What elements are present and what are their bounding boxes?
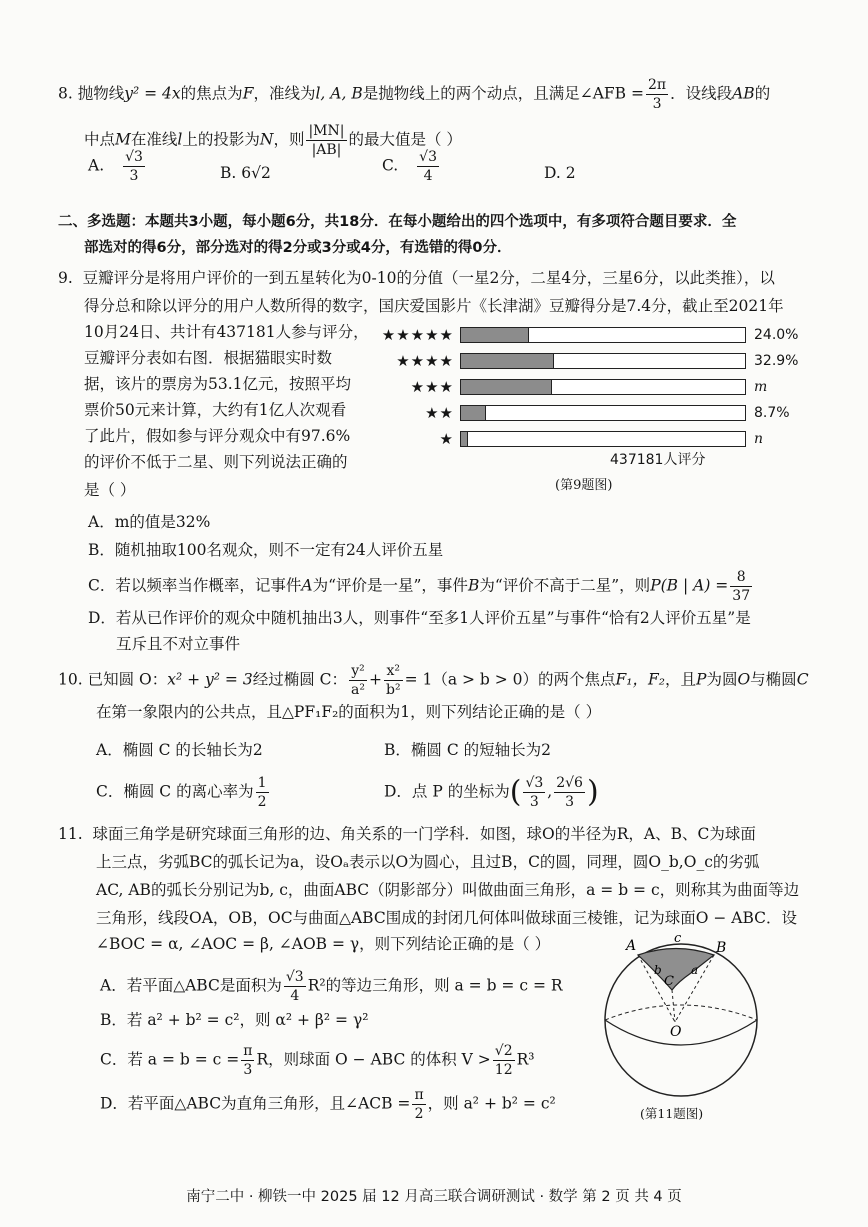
frac-den: 3 xyxy=(243,1062,253,1078)
q10-line1 xyxy=(58,664,809,697)
option-fraction xyxy=(493,1044,515,1077)
q10-option-d: D．点 P 的坐标为( $\frac{√3}{3}$ , $\frac{2√6}{3}$ ) xyxy=(384,774,599,810)
q8-vars: l, A, B xyxy=(315,84,363,103)
q8-text: 抛物线 xyxy=(77,84,125,103)
q8-text: 是抛物线上的两个动点，且满足∠AFB = xyxy=(362,84,644,103)
bar-track xyxy=(460,431,746,447)
bar-fill xyxy=(461,328,529,342)
q9-line2: 得分总和除以评分的用户人数所得的数字，国庆爱国影片《长津湖》豆瓣得分是7.4分，截止至2021年 xyxy=(84,297,784,315)
q9-line8: 的评价不低于二星、则下列说法正确的 xyxy=(84,453,348,471)
frac-den: 3 xyxy=(529,794,539,810)
q9-var: A xyxy=(301,576,313,595)
rating-row xyxy=(380,376,780,398)
frac-den: 3 xyxy=(652,96,662,112)
q10-number: 10. xyxy=(58,670,83,689)
frac-den: 4 xyxy=(423,168,433,184)
q8-text: ，准线为 xyxy=(253,84,316,103)
q10-frac-1 xyxy=(349,664,367,697)
q11-option-d xyxy=(100,1088,556,1121)
bar-value-label: n xyxy=(754,431,764,447)
q8-line1 xyxy=(58,78,770,111)
chart-x-label: 437181人评分 xyxy=(610,452,706,468)
q11-option-b: B．若 a² + b² = c²，则 α² + β² = γ² xyxy=(100,1011,369,1029)
q8-text: ，则 xyxy=(273,130,305,149)
option-letter: A. xyxy=(88,156,105,175)
q11-text: ，则 a² + b² = c² xyxy=(427,1094,556,1113)
q10-option-a: A．椭圆 C 的长轴长为2 xyxy=(96,741,263,759)
q11-text: R，则球面 O − ABC 的体积 V > xyxy=(256,1050,491,1069)
q10-text: 为圆 xyxy=(706,670,738,689)
q11-line1 xyxy=(58,824,756,844)
bar-track xyxy=(460,327,746,343)
frac-num: √3 xyxy=(285,969,304,985)
q11-line2: 上三点，劣弧BC的弧长记为a，设Oₐ表示以O为圆心，且过B，C的圆，同理，圆O_b,O_c的劣弧 xyxy=(96,853,760,871)
q9-var: B xyxy=(467,576,480,595)
label-C: C xyxy=(664,974,674,989)
q8-var: N xyxy=(259,130,274,149)
option-fraction xyxy=(730,570,752,603)
option-fraction xyxy=(417,150,439,183)
star-label: ★ xyxy=(439,430,454,448)
q10-foci: F₁，F₂ xyxy=(615,670,665,689)
q10-text: 已知圆 O： xyxy=(87,670,168,689)
rating-row xyxy=(380,324,799,346)
q8-option-a xyxy=(88,150,147,183)
q10-text: D．点 P 的坐标为 xyxy=(384,782,510,801)
frac-num: √2 xyxy=(494,1043,513,1059)
frac-den: 2 xyxy=(257,794,267,810)
q8-option-b: B. 6√2 xyxy=(220,164,271,182)
q10-frac-2 xyxy=(384,664,403,697)
q9-line9: 是（ ） xyxy=(84,481,136,499)
q8-angle-fraction xyxy=(646,78,668,111)
frac-den: a² xyxy=(351,682,365,698)
q11-text: R³ xyxy=(516,1050,535,1069)
q8-text: 中点 xyxy=(84,130,116,149)
option-letter: C. xyxy=(382,156,399,175)
bar-track xyxy=(460,405,746,421)
frac-num: 2√6 xyxy=(556,775,583,791)
frac-den: b² xyxy=(385,682,401,698)
frac-den: 2 xyxy=(414,1106,424,1122)
star-label: ★★★ xyxy=(410,378,454,396)
section2-heading-line2: 部选对的得6分，部分选对的得2分或3分或4分，有选错的得0分． xyxy=(84,240,512,256)
label-B: B xyxy=(716,940,727,956)
frac-num: y² xyxy=(349,664,367,681)
frac-num: √3 xyxy=(419,149,437,165)
q9-line1 xyxy=(58,268,775,288)
q11-option-a xyxy=(100,970,563,1003)
q11-line5: ∠BOC = α, ∠AOC = β, ∠AOB = γ，则下列结论正确的是（ ） xyxy=(96,935,551,953)
q10-text: = 1（a > b > 0）的两个焦点 xyxy=(404,670,616,689)
bar-value-label: 32.9% xyxy=(754,353,799,369)
option-fraction xyxy=(256,776,269,809)
page-footer: 南宁二中 · 柳铁一中 2025 届 12 月高三联合调研测试 · 数学 第 2 页 共 4 页 xyxy=(186,1189,682,1205)
q10-circle-eq: x² + y² = 3 xyxy=(167,670,253,689)
star-label: ★★ xyxy=(425,404,454,422)
label-A: A xyxy=(626,938,637,954)
q8-option-d: D. 2 xyxy=(544,164,576,182)
bar-fill xyxy=(461,432,468,446)
chart-caption: (第9题图) xyxy=(555,478,613,493)
frac-num: √3 xyxy=(525,775,544,791)
q9-line7: 了此片，假如参与评分观众中有97.6% xyxy=(84,427,351,445)
q9-option-d-line1: D．若从已作评价的观众中随机抽出3人，则事件“至多1人评价五星”与事件“恰有2人评价五星”是 xyxy=(88,609,751,627)
bar-fill xyxy=(461,380,552,394)
frac-num: π xyxy=(243,1043,253,1059)
line-OC xyxy=(672,990,675,1022)
frac-den: 12 xyxy=(494,1062,513,1078)
q9-option-a: A．m的值是32% xyxy=(88,513,211,531)
spherical-triangle xyxy=(638,949,714,991)
frac-num: 8 xyxy=(730,570,752,587)
frac-num: π xyxy=(414,1087,424,1103)
q11-text: C．若 a = b = c = xyxy=(100,1050,240,1069)
q11-text: 球面三角学是研究球面三角形的边、角关系的一门学科．如图，球O的半径为R，A、B、C为球面 xyxy=(92,825,756,843)
frac-den: |AB| xyxy=(311,142,342,158)
q9-line4: 豆瓣评分表如右图．根据猫眼实时数 xyxy=(84,349,333,367)
q8-option-c xyxy=(382,150,441,183)
q8-ratio-fraction xyxy=(306,124,346,157)
option-fraction xyxy=(241,1044,254,1077)
label-b: b xyxy=(654,963,662,977)
star-label: ★★★★★ xyxy=(381,326,454,344)
sphere-figure xyxy=(596,930,766,1105)
q8-text: ．设线段 xyxy=(670,84,733,103)
frac-num: x² xyxy=(384,664,403,681)
q9-text: 为“评价不高于二星”，则 xyxy=(479,576,651,595)
q8-parabola-eq: y² = 4x xyxy=(124,84,181,103)
q9-number: 9. xyxy=(58,269,73,287)
option-fraction xyxy=(123,150,145,183)
frac-num: 1 xyxy=(257,775,267,791)
q8-number: 8. xyxy=(58,84,73,103)
q8-var: l xyxy=(177,130,183,149)
q11-line3: AC, AB的弧长分别记为b, c，曲面ABC（阴影部分）叫做曲面三角形，a = b = c，则称其为曲面等边 xyxy=(96,881,800,899)
q10-line2: 在第一象限内的公共点，且△PF₁F₂的面积为1，则下列结论正确的是（ ） xyxy=(96,703,602,721)
label-a: a xyxy=(691,963,699,977)
q11-text: A．若平面△ABC是面积为 xyxy=(100,976,282,995)
bar-value-label: 24.0% xyxy=(754,327,799,343)
bar-track xyxy=(460,379,746,395)
q10-text: 与椭圆 xyxy=(750,670,797,689)
q9-option-d-line2: 互斥且不对立事件 xyxy=(116,635,241,653)
bar-value-label: m xyxy=(754,379,768,395)
q8-text: 的 xyxy=(754,84,771,103)
q11-text: R²的等边三角形，则 a = b = c = R xyxy=(307,976,563,995)
q9-line3: 10月24日、共计有437181人参与评分， xyxy=(84,323,369,341)
q10-var: C xyxy=(796,670,809,689)
bar-track xyxy=(460,353,746,369)
rating-row xyxy=(380,402,790,424)
q9-prob: P(B | A) = xyxy=(650,576,729,595)
option-fraction xyxy=(523,776,545,809)
q9-option-b: B．随机抽取100名观众，则不一定有24人评价五星 xyxy=(88,541,444,559)
label-O: O xyxy=(670,1024,682,1040)
frac-den: 3 xyxy=(129,168,139,184)
q9-line6: 票价50元来计算，大约有1亿人次观看 xyxy=(84,401,347,419)
q9-line5: 据，该片的票房为53.1亿元，按照平均 xyxy=(84,375,352,393)
q10-plus: + xyxy=(368,670,382,689)
section2-heading-line1: 二、多选题：本题共3小题，每小题6分，共18分．在每小题给出的四个选项中，有多项符合题目要求．全 xyxy=(58,214,737,230)
q10-text: ，且 xyxy=(664,670,696,689)
q10-text: C．椭圆 C 的离心率为 xyxy=(96,782,254,801)
option-fraction xyxy=(284,970,306,1003)
rating-bar-chart xyxy=(380,324,799,499)
q10-var: O xyxy=(737,670,751,689)
bar-fill xyxy=(461,406,486,420)
q10-var: P xyxy=(696,670,707,689)
q9-text: C．若以频率当作概率，记事件 xyxy=(88,576,302,595)
q8-text: 的最大值是（ ） xyxy=(348,130,462,149)
rating-row xyxy=(380,350,799,372)
q8-focus: F xyxy=(242,84,254,103)
option-fraction xyxy=(554,776,585,809)
label-c: c xyxy=(674,931,682,946)
q8-text: 在准线 xyxy=(130,130,178,149)
frac-den: 4 xyxy=(290,988,300,1004)
q11-number: 11. xyxy=(58,825,83,843)
frac-den: 3 xyxy=(565,794,575,810)
option-fraction xyxy=(412,1088,425,1121)
q8-var: M xyxy=(115,130,131,149)
q10-option-c xyxy=(96,776,271,809)
rating-row xyxy=(380,428,780,450)
q11-option-c xyxy=(100,1044,535,1077)
q10-text: 经过椭圆 C： xyxy=(252,670,348,689)
bar-value-label: 8.7% xyxy=(754,405,790,421)
q9-option-c xyxy=(88,570,754,603)
q11-line4: 三角形，线段OA，OB，OC与曲面△ABC围成的封闭几何体叫做球面三棱锥，记为球面O − ABC．设 xyxy=(96,909,797,927)
q8-text: 的焦点为 xyxy=(180,84,243,103)
star-label: ★★★★ xyxy=(396,352,454,370)
q11-text: D．若平面△ABC为直角三角形，且∠ACB = xyxy=(100,1094,411,1113)
frac-num: |MN| xyxy=(308,123,345,139)
frac-num: 2π xyxy=(647,77,667,93)
q10-option-b: B．椭圆 C 的短轴长为2 xyxy=(384,741,551,759)
frac-den: 37 xyxy=(732,588,751,604)
figure11-caption: (第11题图) xyxy=(640,1106,704,1121)
bar-fill xyxy=(461,354,554,368)
q9-text: 豆瓣评分是将用户评价的一到五星转化为0-10的分值（一星2分，二星4分，三星6分，以此类推），以 xyxy=(82,269,775,287)
q8-segment: AB xyxy=(732,84,755,103)
q9-text: 为“评价是一星”，事件 xyxy=(312,576,468,595)
q8-text: 上的投影为 xyxy=(182,130,260,149)
frac-num: √3 xyxy=(125,149,143,165)
